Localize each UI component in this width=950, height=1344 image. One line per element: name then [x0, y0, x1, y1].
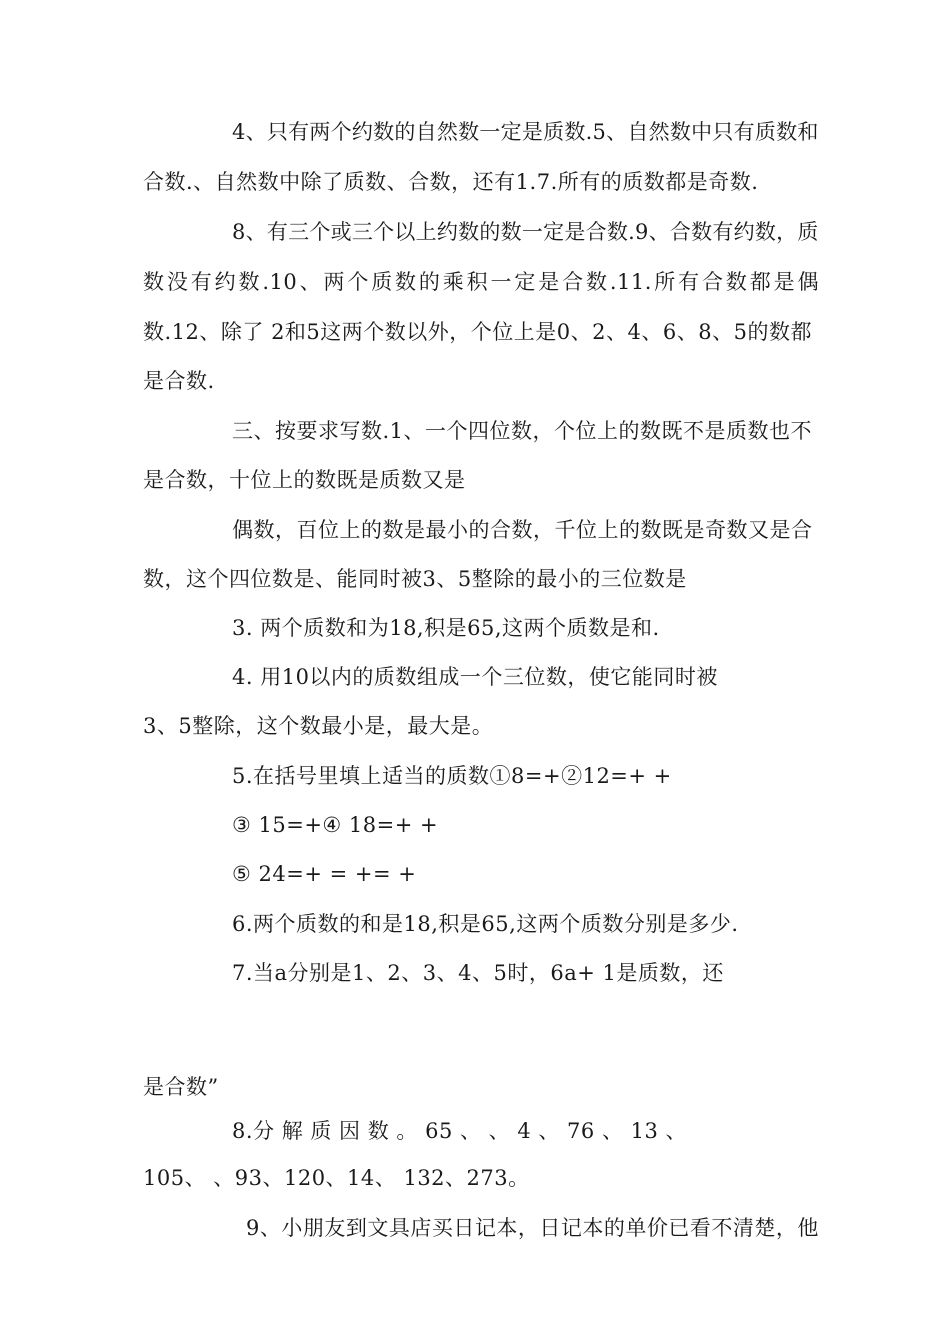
text-line-11: 3. 两个质数和为18,积是65,这两个质数是和.: [232, 616, 660, 640]
text-line-9: 偶数，百位上的数是最小的合数，千位上的数既是奇数又是合: [232, 518, 813, 542]
text-line-1: 4、只有两个约数的自然数一定是质数.5、自然数中只有质数和: [232, 120, 819, 144]
text-line-19: 是合数”: [143, 1075, 219, 1099]
text-line-22: 9、小朋友到文具店买日记本，日记本的单价已看不清楚，他: [246, 1216, 819, 1240]
text-line-2: 合数.、自然数中除了质数、合数，还有1.7.所有的质数都是奇数.: [143, 170, 759, 194]
text-line-5: 数.12、除了 2和5这两个数以外，个位上是0、2、4、6、8、5的数都: [143, 320, 812, 344]
text-line-16: ⑤ 24=+ = += +: [232, 862, 417, 886]
text-line-15: ③ 15=+④ 18=+ +: [232, 813, 439, 837]
text-line-12: 4. 用10以内的质数组成一个三位数，使它能同时被: [232, 665, 718, 689]
text-line-13: 3、5整除，这个数最小是，最大是。: [143, 714, 494, 738]
text-line-6: 是合数.: [143, 369, 215, 393]
text-line-21: 105、 、93、120、14、 132、273。: [143, 1166, 530, 1190]
text-line-7: 三、按要求写数.1、一个四位数，个位上的数既不是质数也不: [232, 419, 813, 443]
text-line-8: 是合数，十位上的数既是质数又是: [143, 468, 466, 492]
text-line-20: 8.分 解 质 因 数 。 65 、 、 4 、 76 、 13 、: [232, 1119, 688, 1143]
text-line-3: 8、有三个或三个以上约数的数一定是合数.9、合数有约数，质: [232, 220, 819, 244]
text-line-4: 数没有约数.10、两个质数的乘积一定是合数.11.所有合数都是偶: [143, 270, 819, 294]
text-line-14: 5.在括号里填上适当的质数①8=+②12=+ +: [232, 764, 672, 788]
text-line-10: 数，这个四位数是、能同时被3、5整除的最小的三位数是: [143, 567, 687, 591]
text-line-18: 7.当a分别是1、2、3、4、5时，6a+ 1是质数，还: [232, 961, 724, 985]
text-line-17: 6.两个质数的和是18,积是65,这两个质数分别是多少.: [232, 912, 739, 936]
